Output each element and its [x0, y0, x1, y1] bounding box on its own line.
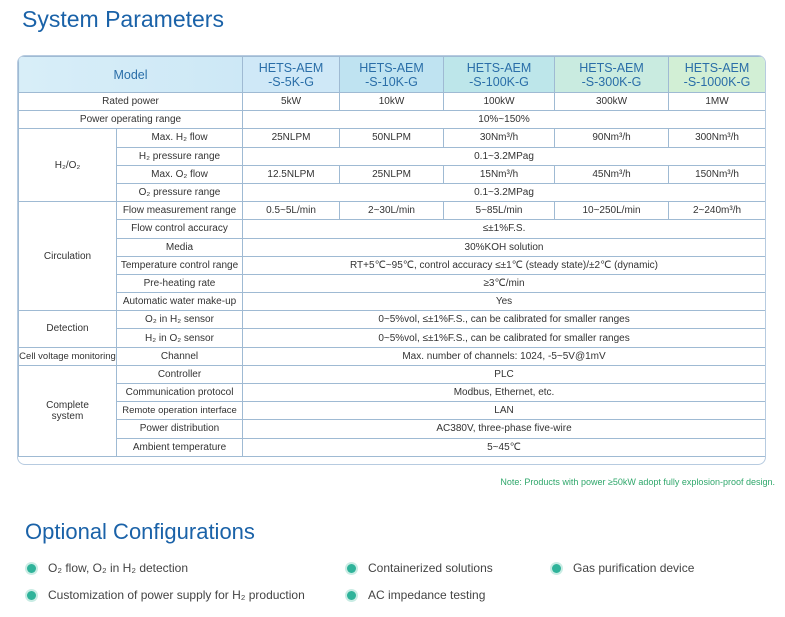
table-row [19, 329, 766, 347]
list-item: Gas purification device [552, 561, 694, 575]
bullet-icon [552, 564, 561, 573]
group-label: H₂/O₂ [19, 129, 117, 202]
table-row [19, 402, 766, 420]
row-label: Communication protocol [117, 384, 243, 402]
table-row [19, 220, 766, 238]
list-item: AC impedance testing [347, 588, 485, 602]
row-label: Temperature control range [117, 256, 243, 274]
table-row [19, 165, 766, 183]
cell: 5~85L/min [444, 202, 555, 220]
cell: 30%KOH solution [243, 238, 766, 256]
list-item: O₂ flow, O₂ in H₂ detection [27, 561, 188, 575]
row-label: Pre-heating rate [117, 274, 243, 292]
cell: 10%~150% [243, 111, 766, 129]
cell: 1MW [669, 93, 766, 111]
row-label: O₂ in H₂ sensor [117, 311, 243, 329]
cell: Yes [243, 293, 766, 311]
table-row [19, 111, 766, 129]
row-label: Flow measurement range [117, 202, 243, 220]
row-label: O₂ pressure range [117, 183, 243, 201]
table-row [19, 293, 766, 311]
table-row [19, 438, 766, 456]
group-label: Complete system [19, 365, 117, 456]
table-row [19, 129, 766, 147]
cell: 12.5NLPM [243, 165, 340, 183]
parameters-table [17, 55, 766, 465]
table-row [19, 384, 766, 402]
table-row [19, 311, 766, 329]
list-item: Containerized solutions [347, 561, 493, 575]
group-label: Cell voltage monitoring [19, 347, 117, 365]
table-row [19, 183, 766, 201]
row-label: Flow control accuracy [117, 220, 243, 238]
cell: 30Nm³/h [444, 129, 555, 147]
model-col-3: HETS-AEM -S-100K-G [444, 57, 555, 93]
cell: 2~30L/min [340, 202, 444, 220]
model-header: Model [19, 57, 243, 93]
cell: 0~5%vol, ≤±1%F.S., can be calibrated for smaller ranges [243, 311, 766, 329]
cell: 25NLPM [243, 129, 340, 147]
bullet-icon [27, 591, 36, 600]
cell: 10~250L/min [555, 202, 669, 220]
model-col-5: HETS-AEM -S-1000K-G [669, 57, 766, 93]
bullet-icon [27, 564, 36, 573]
table-row [19, 420, 766, 438]
cell: 10kW [340, 93, 444, 111]
table-row [19, 238, 766, 256]
model-col-2: HETS-AEM -S-10K-G [340, 57, 444, 93]
cell: 5kW [243, 93, 340, 111]
cell: 45Nm³/h [555, 165, 669, 183]
table-row [19, 274, 766, 292]
cell: 0~5%vol, ≤±1%F.S., can be calibrated for smaller ranges [243, 329, 766, 347]
table-row [19, 93, 766, 111]
cell: RT+5℃~95℃, control accuracy ≤±1℃ (steady state)/±2℃ (dynamic) [243, 256, 766, 274]
cell: 0.5~5L/min [243, 202, 340, 220]
cell: 2~240m³/h [669, 202, 766, 220]
row-label: Automatic water make-up [117, 293, 243, 311]
cell: AC380V, three-phase five-wire [243, 420, 766, 438]
table-row [19, 256, 766, 274]
optional-configurations-title: Optional Configurations [25, 519, 255, 544]
group-label: Circulation [19, 202, 117, 311]
table-row [19, 202, 766, 220]
cell: 90Nm³/h [555, 129, 669, 147]
cell: 100kW [444, 93, 555, 111]
row-label: Ambient temperature [117, 438, 243, 456]
cell: 15Nm³/h [444, 165, 555, 183]
bullet-icon [347, 564, 356, 573]
row-label: Media [117, 238, 243, 256]
cell: 50NLPM [340, 129, 444, 147]
page-title: System Parameters [22, 6, 224, 32]
model-col-4: HETS-AEM -S-300K-G [555, 57, 669, 93]
cell: 300kW [555, 93, 669, 111]
table-row [19, 347, 766, 365]
cell: 0.1~3.2MPag [243, 183, 766, 201]
cell: PLC [243, 365, 766, 383]
row-label: Power distribution [117, 420, 243, 438]
row-label: Max. O₂ flow [117, 165, 243, 183]
cell: Max. number of channels: 1024, -5~5V@1mV [243, 347, 766, 365]
cell: Modbus, Ethernet, etc. [243, 384, 766, 402]
table-row [19, 365, 766, 383]
cell: 150Nm³/h [669, 165, 766, 183]
explosion-proof-note: Note: Products with power ≥50kW adopt fully explosion-proof design. [500, 477, 775, 487]
model-col-1: HETS-AEM -S-5K-G [243, 57, 340, 93]
row-label: H₂ in O₂ sensor [117, 329, 243, 347]
cell: LAN [243, 402, 766, 420]
list-item: Customization of power supply for H₂ production [27, 588, 305, 602]
cell: 25NLPM [340, 165, 444, 183]
bullet-icon [347, 591, 356, 600]
cell: 300Nm³/h [669, 129, 766, 147]
cell: ≥3℃/min [243, 274, 766, 292]
table-row [19, 147, 766, 165]
row-label: Rated power [19, 93, 243, 111]
row-label: Channel [117, 347, 243, 365]
row-label: Max. H₂ flow [117, 129, 243, 147]
group-label: Detection [19, 311, 117, 347]
cell: ≤±1%F.S. [243, 220, 766, 238]
row-label: Remote operation interface [117, 402, 243, 420]
row-label: H₂ pressure range [117, 147, 243, 165]
row-label: Controller [117, 365, 243, 383]
row-label: Power operating range [19, 111, 243, 129]
cell: 0.1~3.2MPag [243, 147, 766, 165]
table-header-row [19, 57, 766, 93]
cell: 5~45℃ [243, 438, 766, 456]
